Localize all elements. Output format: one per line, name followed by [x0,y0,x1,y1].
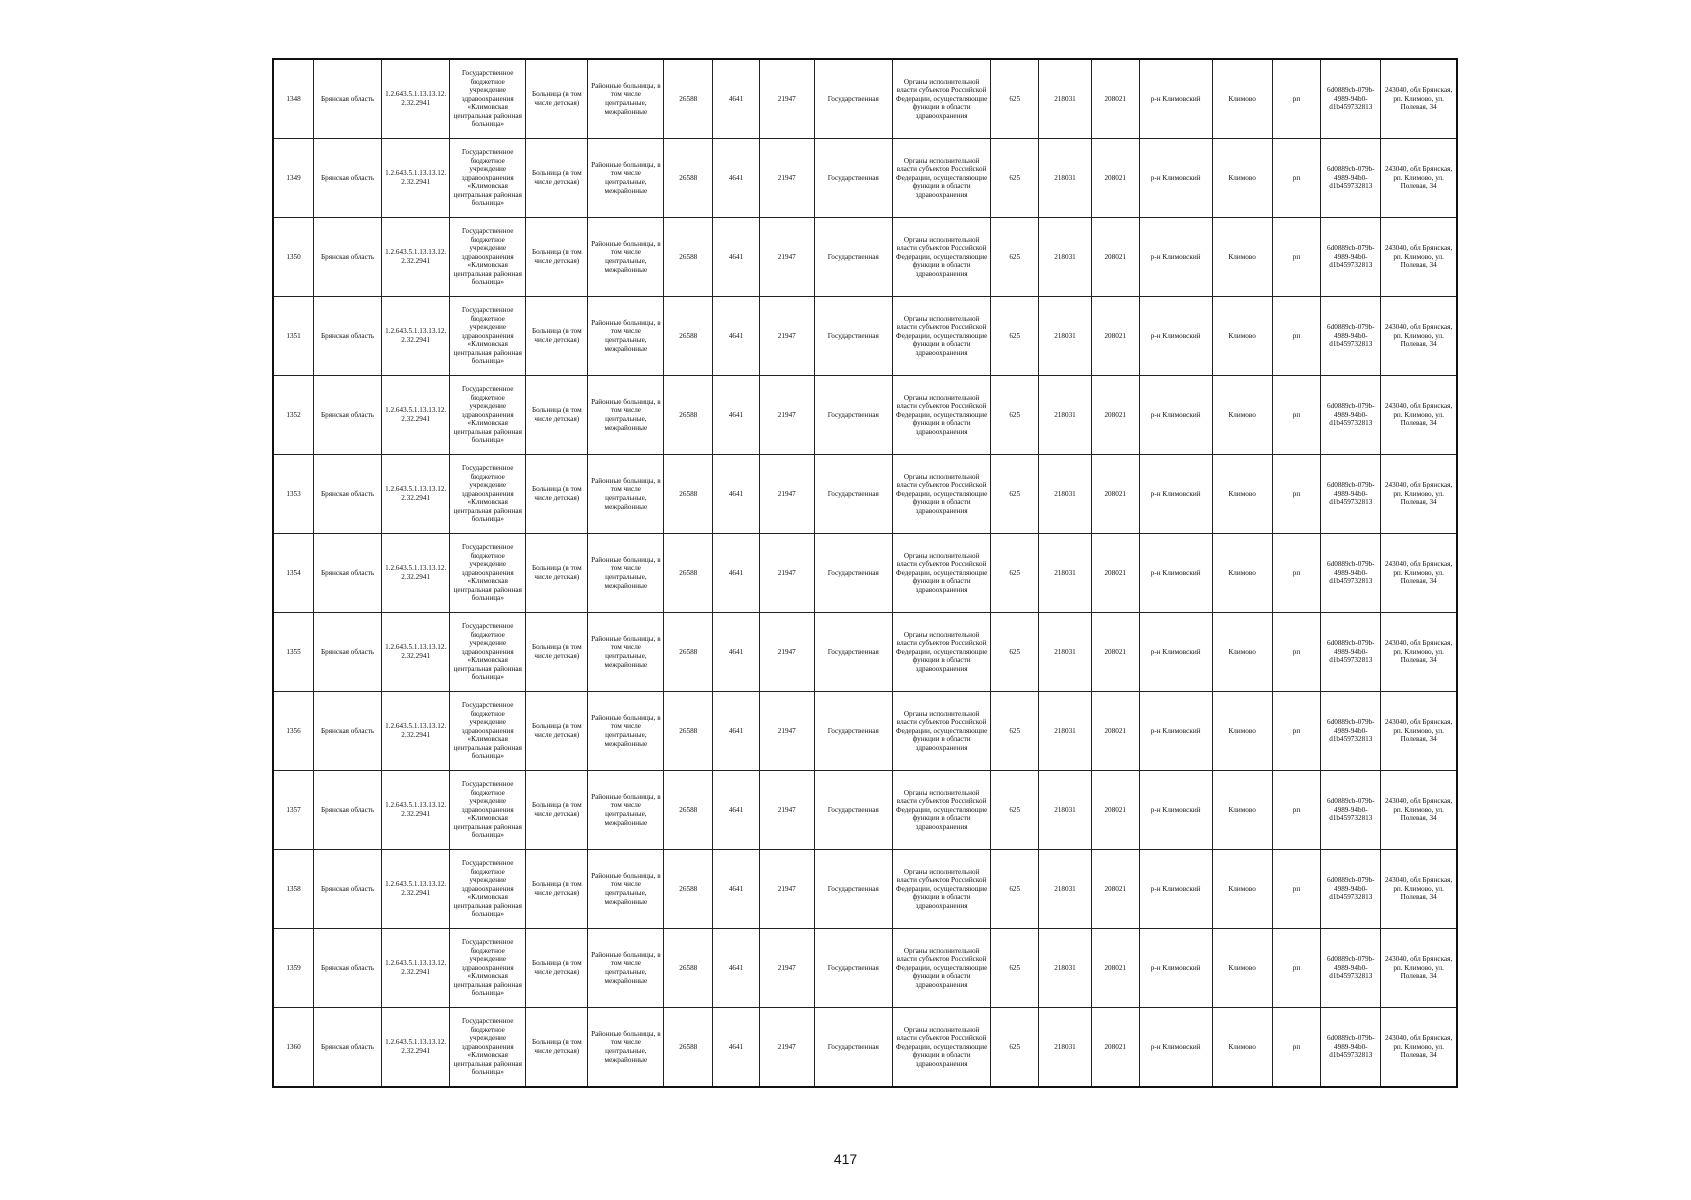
organization-name-cell: Государственное бюджетное учреждение здравоохранения «Климовская центральная районная больница» [450,929,526,1008]
organization-name-cell: Государственное бюджетное учреждение здравоохранения «Климовская центральная районная больница» [450,59,526,139]
settlement-type-cell: рп [1272,59,1321,139]
value-6-cell: 208021 [1091,455,1139,534]
facility-type-cell: Больница (в том числе детская) [526,455,588,534]
value-2-cell: 4641 [713,692,760,771]
row-number: 1356 [273,692,314,771]
registry-table [272,58,1458,1088]
facility-type-cell: Больница (в том числе детская) [526,771,588,850]
settlement-type-cell: рп [1272,1008,1321,1088]
value-6-cell: 208021 [1091,218,1139,297]
value-6-cell: 208021 [1091,929,1139,1008]
row-number: 1348 [273,59,314,139]
value-4-cell: 625 [991,376,1039,455]
authority-cell: Органы исполнительной власти субъектов Российской Федерации, осуществляющие функции в области здравоохранения [892,929,990,1008]
row-number: 1354 [273,534,314,613]
guid-cell: 6d0889cb-079b-4989-94b0-d1b459732813 [1321,692,1381,771]
page-number: 417 [833,1151,858,1167]
facility-kind-cell: Районные больницы, в том числе центральные, межрайонные [588,771,664,850]
organization-name-cell: Государственное бюджетное учреждение здравоохранения «Климовская центральная районная больница» [450,692,526,771]
locality-cell: Климово [1212,376,1272,455]
facility-code-cell: 1.2.643.5.1.13.13.12.2.32.2941 [382,534,450,613]
region-cell: Брянская область [314,139,382,218]
facility-code-cell: 1.2.643.5.1.13.13.12.2.32.2941 [382,59,450,139]
guid-cell: 6d0889cb-079b-4989-94b0-d1b459732813 [1321,59,1381,139]
ownership-cell: Государственная [814,692,892,771]
facility-type-cell: Больница (в том числе детская) [526,376,588,455]
value-5-cell: 218031 [1039,218,1092,297]
organization-name-cell: Государственное бюджетное учреждение здравоохранения «Климовская центральная районная больница» [450,376,526,455]
value-6-cell: 208021 [1091,850,1139,929]
address-cell: 243040, обл Брянская, рп. Климово, ул. Полевая, 34 [1381,376,1457,455]
guid-cell: 6d0889cb-079b-4989-94b0-d1b459732813 [1321,1008,1381,1088]
locality-cell: Климово [1212,929,1272,1008]
value-5-cell: 218031 [1039,929,1092,1008]
region-cell: Брянская область [314,850,382,929]
table-row [273,297,1457,376]
value-2-cell: 4641 [713,613,760,692]
region-cell: Брянская область [314,297,382,376]
organization-name-cell: Государственное бюджетное учреждение здравоохранения «Климовская центральная районная больница» [450,139,526,218]
locality-cell: Климово [1212,613,1272,692]
facility-kind-cell: Районные больницы, в том числе центральные, межрайонные [588,692,664,771]
value-2-cell: 4641 [713,850,760,929]
district-cell: р-н Климовский [1139,297,1212,376]
authority-cell: Органы исполнительной власти субъектов Российской Федерации, осуществляющие функции в области здравоохранения [892,139,990,218]
value-4-cell: 625 [991,455,1039,534]
guid-cell: 6d0889cb-079b-4989-94b0-d1b459732813 [1321,218,1381,297]
value-1-cell: 26588 [664,139,713,218]
locality-cell: Климово [1212,692,1272,771]
facility-kind-cell: Районные больницы, в том числе центральные, межрайонные [588,534,664,613]
settlement-type-cell: рп [1272,534,1321,613]
settlement-type-cell: рп [1272,376,1321,455]
address-cell: 243040, обл Брянская, рп. Климово, ул. Полевая, 34 [1381,139,1457,218]
value-4-cell: 625 [991,613,1039,692]
facility-code-cell: 1.2.643.5.1.13.13.12.2.32.2941 [382,771,450,850]
table-row [273,850,1457,929]
value-5-cell: 218031 [1039,534,1092,613]
locality-cell: Климово [1212,455,1272,534]
facility-code-cell: 1.2.643.5.1.13.13.12.2.32.2941 [382,218,450,297]
value-3-cell: 21947 [759,455,814,534]
row-number: 1349 [273,139,314,218]
value-6-cell: 208021 [1091,1008,1139,1088]
guid-cell: 6d0889cb-079b-4989-94b0-d1b459732813 [1321,929,1381,1008]
locality-cell: Климово [1212,771,1272,850]
district-cell: р-н Климовский [1139,139,1212,218]
registry-sheet [272,58,1458,1088]
address-cell: 243040, обл Брянская, рп. Климово, ул. Полевая, 34 [1381,613,1457,692]
row-number: 1352 [273,376,314,455]
authority-cell: Органы исполнительной власти субъектов Российской Федерации, осуществляющие функции в области здравоохранения [892,218,990,297]
settlement-type-cell: рп [1272,455,1321,534]
facility-kind-cell: Районные больницы, в том числе центральные, межрайонные [588,850,664,929]
value-1-cell: 26588 [664,692,713,771]
organization-name-cell: Государственное бюджетное учреждение здравоохранения «Климовская центральная районная больница» [450,218,526,297]
region-cell: Брянская область [314,376,382,455]
value-3-cell: 21947 [759,139,814,218]
authority-cell: Органы исполнительной власти субъектов Российской Федерации, осуществляющие функции в области здравоохранения [892,692,990,771]
facility-type-cell: Больница (в том числе детская) [526,218,588,297]
value-2-cell: 4641 [713,59,760,139]
facility-code-cell: 1.2.643.5.1.13.13.12.2.32.2941 [382,850,450,929]
ownership-cell: Государственная [814,139,892,218]
facility-code-cell: 1.2.643.5.1.13.13.12.2.32.2941 [382,1008,450,1088]
ownership-cell: Государственная [814,771,892,850]
facility-kind-cell: Районные больницы, в том числе центральные, межрайонные [588,455,664,534]
guid-cell: 6d0889cb-079b-4989-94b0-d1b459732813 [1321,297,1381,376]
value-5-cell: 218031 [1039,692,1092,771]
facility-code-cell: 1.2.643.5.1.13.13.12.2.32.2941 [382,692,450,771]
value-1-cell: 26588 [664,218,713,297]
facility-type-cell: Больница (в том числе детская) [526,1008,588,1088]
ownership-cell: Государственная [814,850,892,929]
value-2-cell: 4641 [713,929,760,1008]
settlement-type-cell: рп [1272,929,1321,1008]
value-1-cell: 26588 [664,613,713,692]
row-number: 1355 [273,613,314,692]
facility-type-cell: Больница (в том числе детская) [526,59,588,139]
ownership-cell: Государственная [814,59,892,139]
region-cell: Брянская область [314,59,382,139]
value-3-cell: 21947 [759,771,814,850]
guid-cell: 6d0889cb-079b-4989-94b0-d1b459732813 [1321,771,1381,850]
address-cell: 243040, обл Брянская, рп. Климово, ул. Полевая, 34 [1381,692,1457,771]
region-cell: Брянская область [314,613,382,692]
locality-cell: Климово [1212,218,1272,297]
value-1-cell: 26588 [664,455,713,534]
value-5-cell: 218031 [1039,59,1092,139]
guid-cell: 6d0889cb-079b-4989-94b0-d1b459732813 [1321,139,1381,218]
value-3-cell: 21947 [759,534,814,613]
facility-kind-cell: Районные больницы, в том числе центральные, межрайонные [588,139,664,218]
value-5-cell: 218031 [1039,376,1092,455]
facility-type-cell: Больница (в том числе детская) [526,692,588,771]
organization-name-cell: Государственное бюджетное учреждение здравоохранения «Климовская центральная районная больница» [450,1008,526,1088]
table-row [273,1008,1457,1088]
authority-cell: Органы исполнительной власти субъектов Российской Федерации, осуществляющие функции в области здравоохранения [892,455,990,534]
ownership-cell: Государственная [814,613,892,692]
organization-name-cell: Государственное бюджетное учреждение здравоохранения «Климовская центральная районная больница» [450,534,526,613]
value-1-cell: 26588 [664,771,713,850]
locality-cell: Климово [1212,139,1272,218]
value-5-cell: 218031 [1039,771,1092,850]
settlement-type-cell: рп [1272,218,1321,297]
table-row [273,613,1457,692]
address-cell: 243040, обл Брянская, рп. Климово, ул. Полевая, 34 [1381,1008,1457,1088]
authority-cell: Органы исполнительной власти субъектов Российской Федерации, осуществляющие функции в области здравоохранения [892,850,990,929]
value-6-cell: 208021 [1091,771,1139,850]
region-cell: Брянская область [314,534,382,613]
value-3-cell: 21947 [759,376,814,455]
district-cell: р-н Климовский [1139,534,1212,613]
table-row [273,771,1457,850]
value-6-cell: 208021 [1091,59,1139,139]
district-cell: р-н Климовский [1139,455,1212,534]
registry-table-body [273,59,1457,1087]
facility-kind-cell: Районные больницы, в том числе центральные, межрайонные [588,613,664,692]
facility-kind-cell: Районные больницы, в том числе центральные, межрайонные [588,59,664,139]
row-number: 1360 [273,1008,314,1088]
authority-cell: Органы исполнительной власти субъектов Российской Федерации, осуществляющие функции в области здравоохранения [892,534,990,613]
value-4-cell: 625 [991,1008,1039,1088]
address-cell: 243040, обл Брянская, рп. Климово, ул. Полевая, 34 [1381,771,1457,850]
value-6-cell: 208021 [1091,139,1139,218]
settlement-type-cell: рп [1272,297,1321,376]
locality-cell: Климово [1212,59,1272,139]
district-cell: р-н Климовский [1139,771,1212,850]
address-cell: 243040, обл Брянская, рп. Климово, ул. Полевая, 34 [1381,534,1457,613]
address-cell: 243040, обл Брянская, рп. Климово, ул. Полевая, 34 [1381,297,1457,376]
table-row [273,455,1457,534]
address-cell: 243040, обл Брянская, рп. Климово, ул. Полевая, 34 [1381,455,1457,534]
facility-type-cell: Больница (в том числе детская) [526,297,588,376]
table-row [273,139,1457,218]
facility-code-cell: 1.2.643.5.1.13.13.12.2.32.2941 [382,455,450,534]
district-cell: р-н Климовский [1139,929,1212,1008]
value-4-cell: 625 [991,139,1039,218]
district-cell: р-н Климовский [1139,218,1212,297]
ownership-cell: Государственная [814,297,892,376]
value-4-cell: 625 [991,692,1039,771]
value-2-cell: 4641 [713,771,760,850]
locality-cell: Климово [1212,1008,1272,1088]
value-1-cell: 26588 [664,850,713,929]
value-2-cell: 4641 [713,376,760,455]
region-cell: Брянская область [314,1008,382,1088]
row-number: 1351 [273,297,314,376]
ownership-cell: Государственная [814,1008,892,1088]
table-row [273,59,1457,139]
authority-cell: Органы исполнительной власти субъектов Российской Федерации, осуществляющие функции в области здравоохранения [892,59,990,139]
address-cell: 243040, обл Брянская, рп. Климово, ул. Полевая, 34 [1381,850,1457,929]
value-6-cell: 208021 [1091,613,1139,692]
value-2-cell: 4641 [713,297,760,376]
authority-cell: Органы исполнительной власти субъектов Российской Федерации, осуществляющие функции в области здравоохранения [892,376,990,455]
value-3-cell: 21947 [759,929,814,1008]
value-3-cell: 21947 [759,218,814,297]
facility-kind-cell: Районные больницы, в том числе центральные, межрайонные [588,929,664,1008]
value-2-cell: 4641 [713,1008,760,1088]
guid-cell: 6d0889cb-079b-4989-94b0-d1b459732813 [1321,613,1381,692]
facility-type-cell: Больница (в том числе детская) [526,929,588,1008]
district-cell: р-н Климовский [1139,376,1212,455]
value-3-cell: 21947 [759,1008,814,1088]
district-cell: р-н Климовский [1139,613,1212,692]
table-row [273,692,1457,771]
organization-name-cell: Государственное бюджетное учреждение здравоохранения «Климовская центральная районная больница» [450,297,526,376]
row-number: 1359 [273,929,314,1008]
value-2-cell: 4641 [713,534,760,613]
authority-cell: Органы исполнительной власти субъектов Российской Федерации, осуществляющие функции в области здравоохранения [892,771,990,850]
value-4-cell: 625 [991,534,1039,613]
facility-type-cell: Больница (в том числе детская) [526,534,588,613]
facility-type-cell: Больница (в том числе детская) [526,139,588,218]
ownership-cell: Государственная [814,929,892,1008]
value-6-cell: 208021 [1091,534,1139,613]
value-3-cell: 21947 [759,692,814,771]
row-number: 1358 [273,850,314,929]
address-cell: 243040, обл Брянская, рп. Климово, ул. Полевая, 34 [1381,218,1457,297]
facility-code-cell: 1.2.643.5.1.13.13.12.2.32.2941 [382,929,450,1008]
row-number: 1353 [273,455,314,534]
guid-cell: 6d0889cb-079b-4989-94b0-d1b459732813 [1321,850,1381,929]
value-6-cell: 208021 [1091,692,1139,771]
row-number: 1350 [273,218,314,297]
facility-kind-cell: Районные больницы, в том числе центральные, межрайонные [588,297,664,376]
settlement-type-cell: рп [1272,613,1321,692]
district-cell: р-н Климовский [1139,59,1212,139]
value-2-cell: 4641 [713,455,760,534]
value-1-cell: 26588 [664,297,713,376]
ownership-cell: Государственная [814,218,892,297]
region-cell: Брянская область [314,771,382,850]
value-3-cell: 21947 [759,613,814,692]
facility-code-cell: 1.2.643.5.1.13.13.12.2.32.2941 [382,297,450,376]
district-cell: р-н Климовский [1139,1008,1212,1088]
facility-code-cell: 1.2.643.5.1.13.13.12.2.32.2941 [382,139,450,218]
value-1-cell: 26588 [664,534,713,613]
value-4-cell: 625 [991,771,1039,850]
region-cell: Брянская область [314,455,382,534]
table-row [273,534,1457,613]
settlement-type-cell: рп [1272,692,1321,771]
region-cell: Брянская область [314,692,382,771]
value-3-cell: 21947 [759,59,814,139]
authority-cell: Органы исполнительной власти субъектов Российской Федерации, осуществляющие функции в области здравоохранения [892,613,990,692]
facility-kind-cell: Районные больницы, в том числе центральные, межрайонные [588,376,664,455]
value-6-cell: 208021 [1091,376,1139,455]
value-4-cell: 625 [991,59,1039,139]
facility-type-cell: Больница (в том числе детская) [526,613,588,692]
value-5-cell: 218031 [1039,613,1092,692]
value-4-cell: 625 [991,297,1039,376]
value-2-cell: 4641 [713,139,760,218]
value-4-cell: 625 [991,929,1039,1008]
value-4-cell: 625 [991,218,1039,297]
value-5-cell: 218031 [1039,850,1092,929]
settlement-type-cell: рп [1272,771,1321,850]
locality-cell: Климово [1212,534,1272,613]
table-row [273,376,1457,455]
value-5-cell: 218031 [1039,455,1092,534]
authority-cell: Органы исполнительной власти субъектов Российской Федерации, осуществляющие функции в области здравоохранения [892,1008,990,1088]
organization-name-cell: Государственное бюджетное учреждение здравоохранения «Климовская центральная районная больница» [450,455,526,534]
table-row [273,218,1457,297]
value-5-cell: 218031 [1039,139,1092,218]
locality-cell: Климово [1212,297,1272,376]
value-4-cell: 625 [991,850,1039,929]
address-cell: 243040, обл Брянская, рп. Климово, ул. Полевая, 34 [1381,929,1457,1008]
value-6-cell: 208021 [1091,297,1139,376]
organization-name-cell: Государственное бюджетное учреждение здравоохранения «Климовская центральная районная больница» [450,771,526,850]
organization-name-cell: Государственное бюджетное учреждение здравоохранения «Климовская центральная районная больница» [450,850,526,929]
facility-code-cell: 1.2.643.5.1.13.13.12.2.32.2941 [382,613,450,692]
facility-type-cell: Больница (в том числе детская) [526,850,588,929]
value-1-cell: 26588 [664,59,713,139]
value-1-cell: 26588 [664,376,713,455]
value-5-cell: 218031 [1039,297,1092,376]
facility-kind-cell: Районные больницы, в том числе центральные, межрайонные [588,1008,664,1088]
facility-kind-cell: Районные больницы, в том числе центральные, межрайонные [588,218,664,297]
region-cell: Брянская область [314,218,382,297]
guid-cell: 6d0889cb-079b-4989-94b0-d1b459732813 [1321,455,1381,534]
row-number: 1357 [273,771,314,850]
settlement-type-cell: рп [1272,139,1321,218]
ownership-cell: Государственная [814,376,892,455]
facility-code-cell: 1.2.643.5.1.13.13.12.2.32.2941 [382,376,450,455]
settlement-type-cell: рп [1272,850,1321,929]
value-3-cell: 21947 [759,850,814,929]
value-2-cell: 4641 [713,218,760,297]
ownership-cell: Государственная [814,455,892,534]
table-row [273,929,1457,1008]
address-cell: 243040, обл Брянская, рп. Климово, ул. Полевая, 34 [1381,59,1457,139]
region-cell: Брянская область [314,929,382,1008]
value-3-cell: 21947 [759,297,814,376]
guid-cell: 6d0889cb-079b-4989-94b0-d1b459732813 [1321,534,1381,613]
ownership-cell: Государственная [814,534,892,613]
district-cell: р-н Климовский [1139,692,1212,771]
district-cell: р-н Климовский [1139,850,1212,929]
value-5-cell: 218031 [1039,1008,1092,1088]
value-1-cell: 26588 [664,1008,713,1088]
locality-cell: Климово [1212,850,1272,929]
authority-cell: Органы исполнительной власти субъектов Российской Федерации, осуществляющие функции в области здравоохранения [892,297,990,376]
value-1-cell: 26588 [664,929,713,1008]
guid-cell: 6d0889cb-079b-4989-94b0-d1b459732813 [1321,376,1381,455]
organization-name-cell: Государственное бюджетное учреждение здравоохранения «Климовская центральная районная больница» [450,613,526,692]
